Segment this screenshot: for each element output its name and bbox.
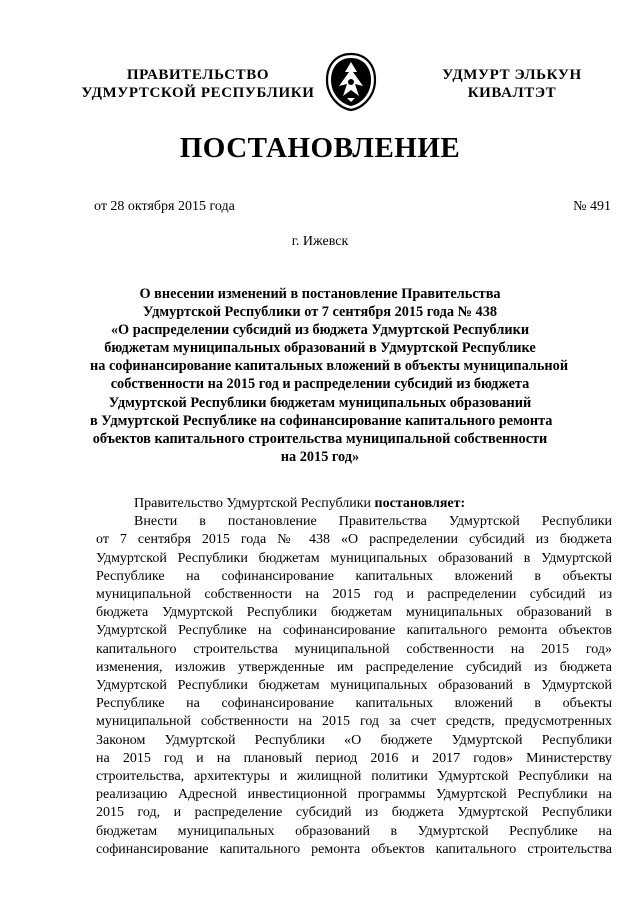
subject-line: на 2015 год» — [280, 448, 360, 465]
document-city: г. Ижевск — [291, 234, 349, 249]
body-line: Удмуртской Республике на софинансирование капитального ремонта объектов — [96, 623, 612, 639]
subject-line: Удмуртской Республики от 7 сентября 2015 года № 438 — [142, 304, 497, 321]
body-line: Внести в постановление Правительства Удмуртской Республики — [134, 514, 612, 530]
body-line: Удмуртской Республики бюджетам муниципальных образований в Удмуртской — [96, 678, 612, 694]
subject-line: «О распределении субсидий из бюджета Удмуртской Республики — [110, 322, 530, 339]
subject-line: Удмуртской Республики бюджетам муниципальных образований — [108, 394, 532, 411]
subject-line: О внесении изменений в постановление Правительства — [139, 286, 501, 302]
body-intro-bold: постановляет: — [374, 496, 466, 511]
body-line: от 7 сентября 2015 года № 438 «О распределении субсидий из бюджета — [96, 532, 612, 548]
subject-line: бюджетам муниципальных образований в Удмуртской Республике — [104, 340, 536, 357]
header-left — [78, 66, 318, 102]
body-line: Республике на софинансирование капитальных вложений в объекты — [96, 696, 612, 712]
subject-line: в Удмуртской Республике на софинансирование капитального ремонта — [90, 412, 553, 429]
body-line: бюджета Удмуртской Республики бюджетам муниципальных образований в — [96, 605, 612, 621]
body-line: бюджетам муниципальных образований в Удмуртской Республике на — [96, 823, 612, 839]
body-line: изменения, изложив утвержденные им распределение субсидий из бюджета — [96, 659, 612, 675]
body-line: муниципальной собственности на 2015 год за счет средств, предусмотренных — [96, 714, 612, 730]
document-title: ПОСТАНОВЛЕНИЕ — [179, 132, 461, 164]
body-line: строительства, архитектуры и жилищной политики Удмуртской Республики на — [96, 769, 612, 785]
document-number: № 491 — [573, 199, 611, 214]
coat-of-arms-emblem-icon — [325, 52, 377, 112]
subject-line: объектов капитального строительства муниципальной собственности — [92, 430, 548, 447]
body-line: капитального строительства муниципальной собственности на 2015 год» — [96, 641, 612, 657]
body-line: Законом Удмуртской Республики «О бюджете Удмуртской Республики — [96, 732, 612, 748]
document-subject — [90, 285, 569, 466]
header-right-line1: УДМУРТ ЭЛЬКУН — [442, 67, 582, 83]
subject-line: на софинансирование капитальных вложений в объекты муниципальной — [90, 358, 569, 375]
body-line: Республике на софинансирование капитальных вложений в объекты — [96, 568, 612, 584]
header-left-line2: УДМУРТСКОЙ РЕСПУБЛИКИ — [81, 85, 315, 101]
body-line: на 2015 год и на плановый период 2016 и 2017 годов» Министерству — [96, 750, 612, 766]
body-line: реализацию Адресной инвестиционной программы Удмуртской Республики на — [96, 787, 612, 803]
body-line: муниципальной собственности на 2015 год и распределении субсидий из — [96, 587, 612, 603]
subject-line: собственности на 2015 год и распределении субсидий из бюджета — [110, 376, 530, 393]
body-intro — [96, 495, 612, 513]
header-left-line1: ПРАВИТЕЛЬСТВО — [126, 67, 270, 83]
document-body — [96, 495, 612, 859]
body-line: 2015 год, и распределение субсидий из бюджета Удмуртской Республики — [96, 805, 612, 821]
body-intro-text: Правительство Удмуртской Республики — [134, 496, 375, 511]
document-date: от 28 октября 2015 года — [94, 199, 235, 214]
body-line: софинансирование капитального ремонта объектов капитального строительства — [96, 841, 612, 857]
body-line: Удмуртской Республики бюджетам муниципальных образований в Удмуртской — [96, 550, 612, 566]
header-right — [422, 66, 602, 102]
header-right-line2: КИВАЛТЭТ — [467, 85, 557, 101]
